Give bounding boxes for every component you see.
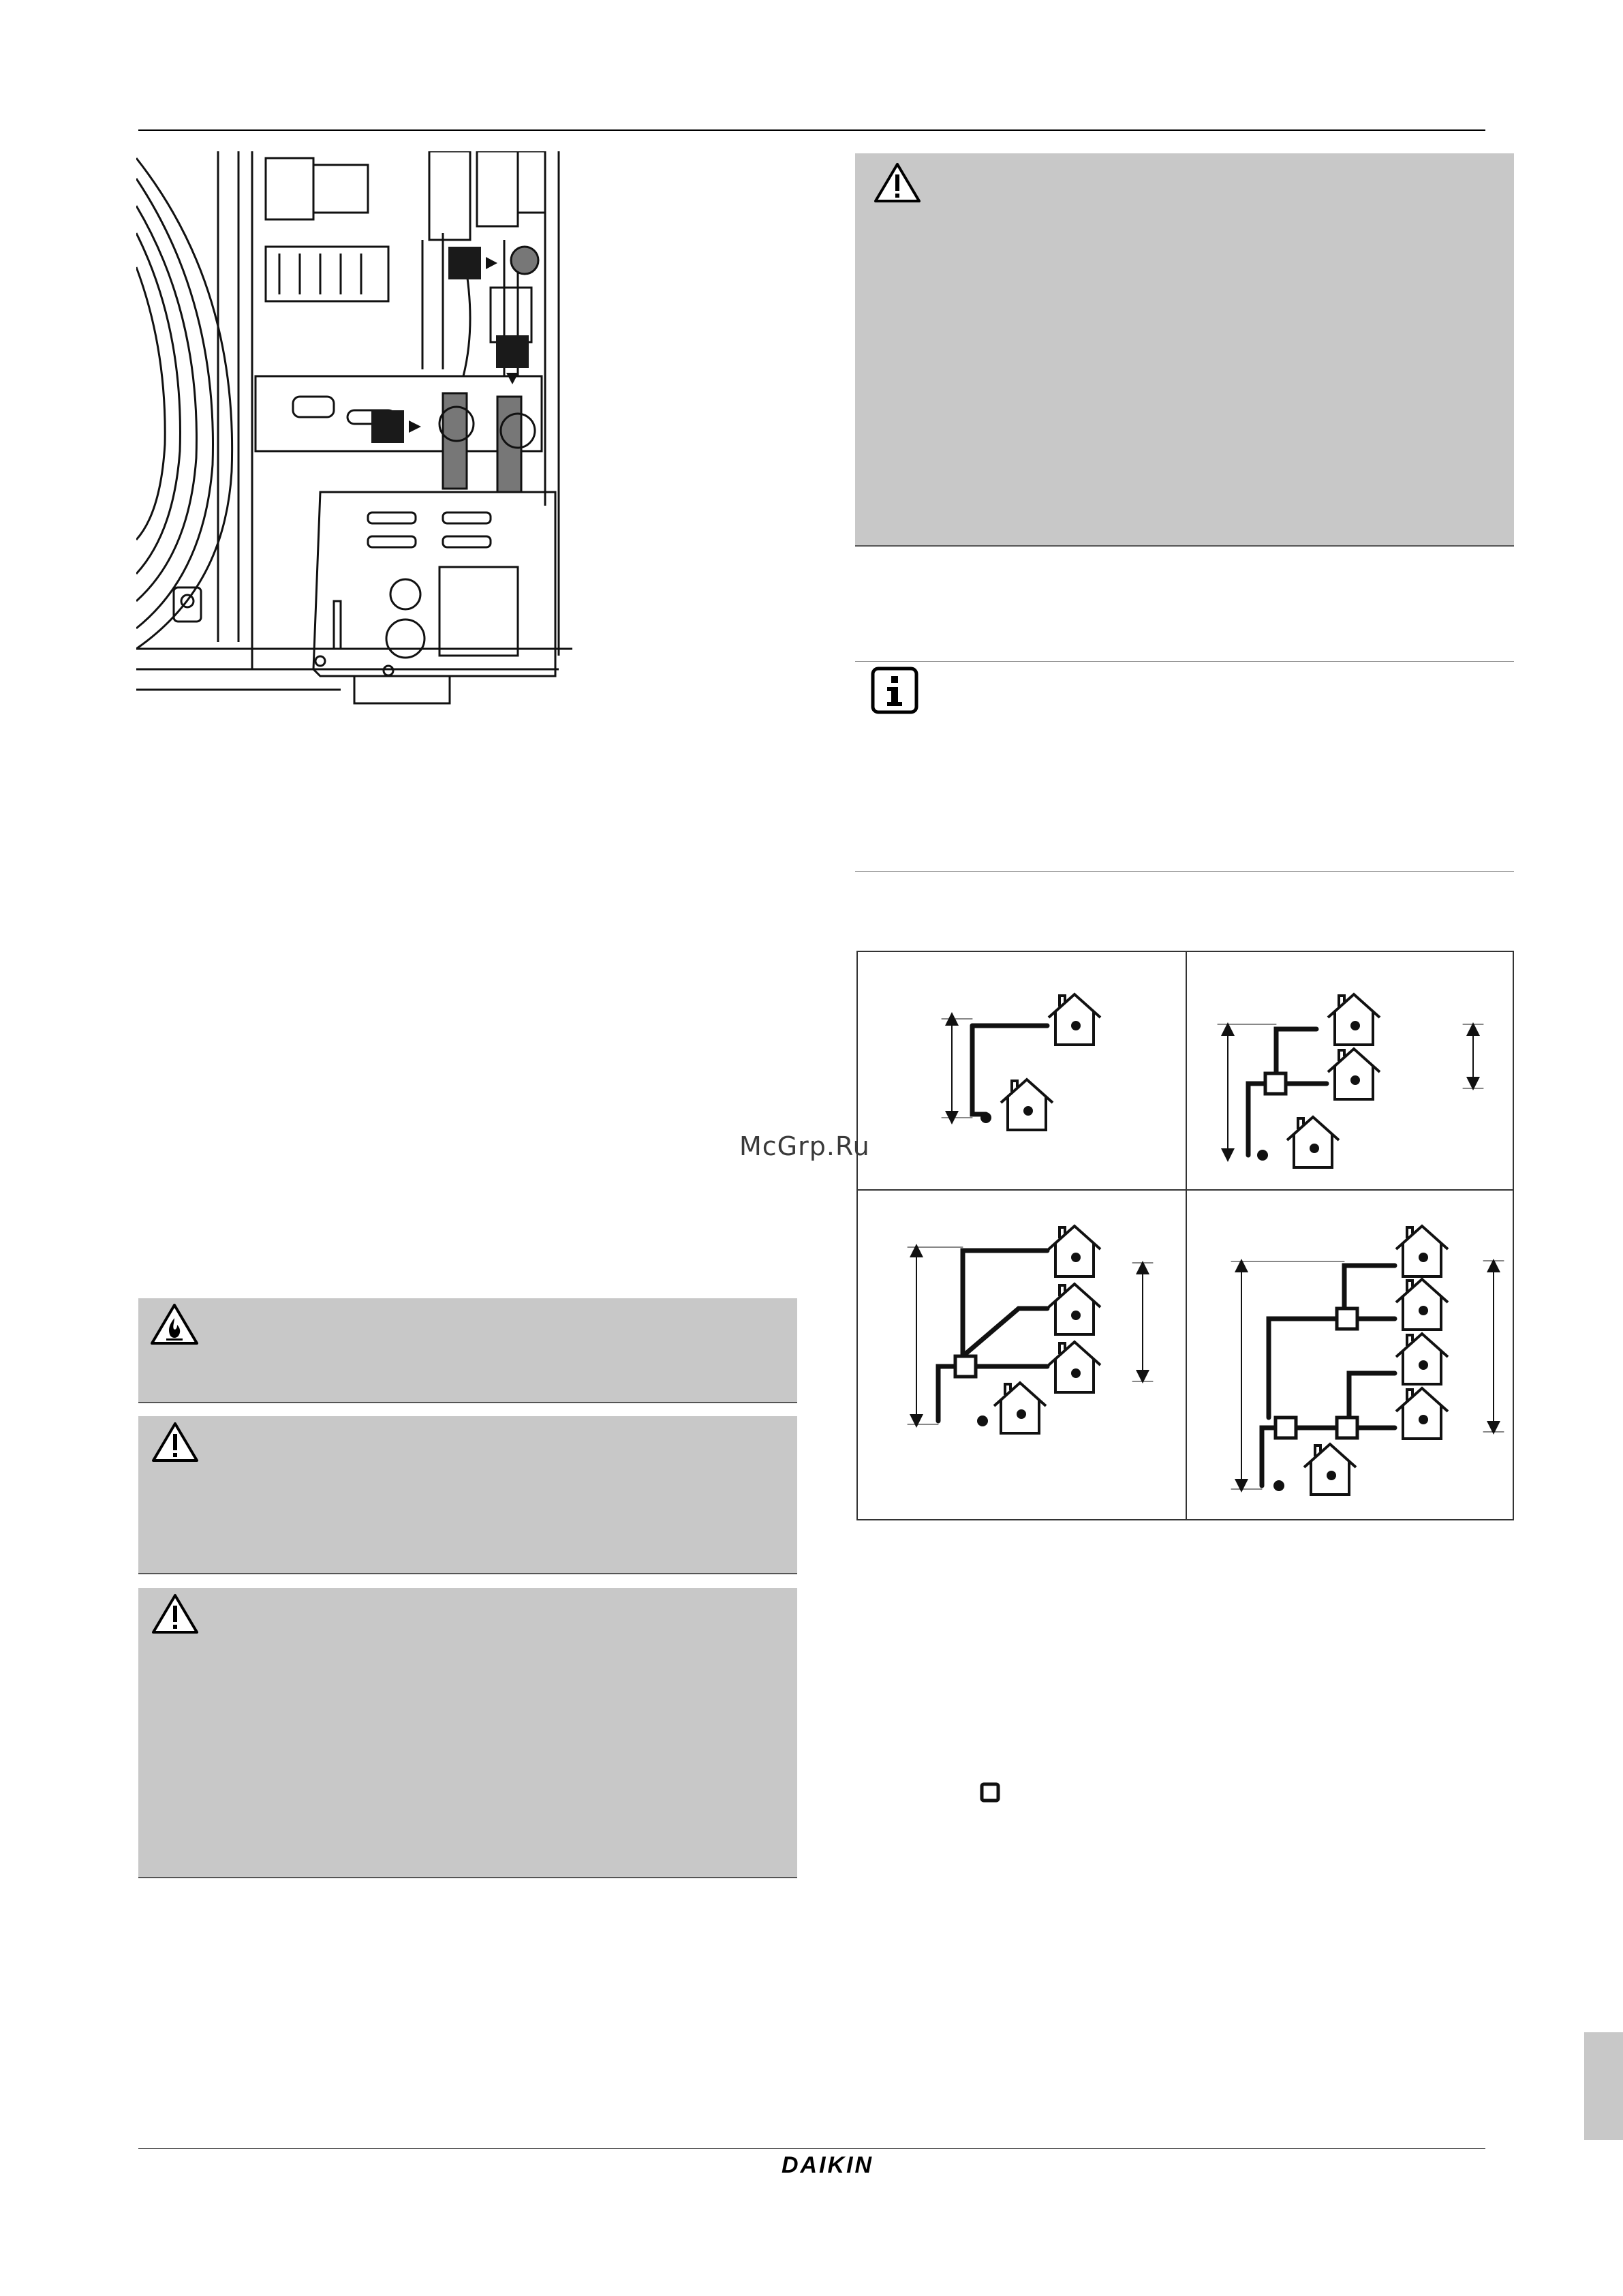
daikin-logo: DAIKIN [782, 2152, 874, 2178]
square-branch-icon [980, 1782, 1000, 1803]
caution-note-box-1 [855, 153, 1514, 547]
caution-note-box-3 [138, 1588, 797, 1878]
info-icon [871, 667, 918, 714]
exclamation-triangle-icon [151, 1593, 199, 1634]
outdoor-unit-illustration [136, 151, 572, 717]
piping-layout-diagrams [856, 951, 1514, 1520]
exclamation-triangle-icon [151, 1422, 199, 1463]
exclamation-triangle-icon [874, 162, 921, 203]
caution-note-box-2 [138, 1416, 797, 1574]
header-rule [138, 129, 1485, 131]
section-rule-2 [855, 871, 1514, 872]
section-rule-1 [855, 661, 1514, 662]
flame-warning-icon [150, 1303, 199, 1345]
footer-rule [138, 2148, 1485, 2149]
flammable-warning-box [138, 1298, 797, 1403]
watermark-text: McGrp.Ru [739, 1131, 870, 1161]
chapter-tab [1584, 2032, 1623, 2140]
